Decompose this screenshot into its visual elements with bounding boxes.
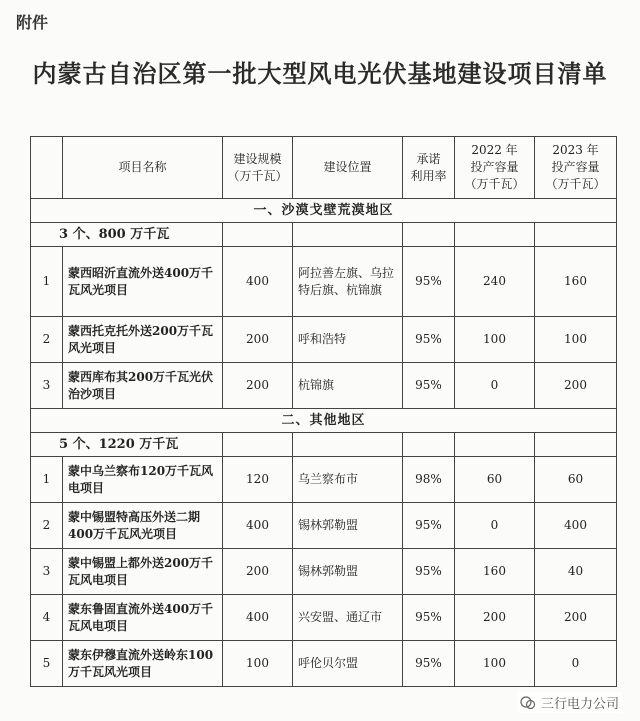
row-name: 蒙西昭沂直流外送400万千瓦风光项目 [63, 247, 223, 317]
page-title: 内蒙古自治区第一批大型风电光伏基地建设项目清单 [32, 59, 608, 88]
row-rate: 95% [403, 317, 455, 363]
row-name: 蒙中锡盟上都外送200万千瓦风电项目 [63, 549, 223, 595]
row-no: 5 [31, 641, 63, 687]
row-cap2022: 100 [455, 317, 535, 363]
row-cap2022: 0 [455, 503, 535, 549]
row-location: 锡林郭勒盟 [293, 503, 403, 549]
table-row [31, 457, 617, 503]
table-header-row [31, 137, 617, 199]
row-no: 3 [31, 363, 63, 409]
row-scale: 200 [223, 549, 293, 595]
header-cap2022: 2022 年 投产容量 （万千瓦） [455, 137, 535, 199]
section-row [31, 409, 617, 433]
row-no: 2 [31, 503, 63, 549]
row-cap2023: 200 [535, 363, 617, 409]
group-summary: 5 个、1220 万千瓦 [31, 433, 223, 457]
row-location: 呼和浩特 [293, 317, 403, 363]
row-cap2022: 160 [455, 549, 535, 595]
group-row [31, 223, 617, 247]
row-location: 锡林郭勒盟 [293, 549, 403, 595]
table-row [31, 595, 617, 641]
row-cap2023: 0 [535, 641, 617, 687]
row-scale: 200 [223, 317, 293, 363]
header-scale: 建设规模 （万千瓦） [223, 137, 293, 199]
header-rate: 承诺 利用率 [403, 137, 455, 199]
table-row [31, 317, 617, 363]
row-no: 3 [31, 549, 63, 595]
row-name: 蒙中乌兰察布120万千瓦风电项目 [63, 457, 223, 503]
row-rate: 95% [403, 549, 455, 595]
row-no: 1 [31, 247, 63, 317]
row-scale: 200 [223, 363, 293, 409]
attachment-label: 附件 [16, 13, 49, 32]
row-rate: 95% [403, 363, 455, 409]
row-location: 呼伦贝尔盟 [293, 641, 403, 687]
row-name: 蒙东伊穆直流外送岭东100万千瓦风光项目 [63, 641, 223, 687]
table-row [31, 503, 617, 549]
row-location: 杭锦旗 [293, 363, 403, 409]
row-rate: 95% [403, 503, 455, 549]
header-name: 项目名称 [63, 137, 223, 199]
row-cap2023: 100 [535, 317, 617, 363]
group-row [31, 433, 617, 457]
watermark [517, 692, 622, 713]
row-no: 2 [31, 317, 63, 363]
row-no: 1 [31, 457, 63, 503]
section-row [31, 199, 617, 223]
row-rate: 95% [403, 595, 455, 641]
row-cap2023: 200 [535, 595, 617, 641]
row-scale: 400 [223, 595, 293, 641]
row-cap2023: 40 [535, 549, 617, 595]
row-cap2022: 0 [455, 363, 535, 409]
table-row [31, 363, 617, 409]
row-rate: 95% [403, 641, 455, 687]
row-name: 蒙西托克托外送200万千瓦风光项目 [63, 317, 223, 363]
row-name: 蒙东鲁固直流外送400万千瓦风电项目 [63, 595, 223, 641]
row-location: 乌兰察布市 [293, 457, 403, 503]
header-cap2023: 2023 年 投产容量 （万千瓦） [535, 137, 617, 199]
row-scale: 400 [223, 247, 293, 317]
header-location: 建设位置 [293, 137, 403, 199]
row-name: 蒙西库布其200万千瓦光伏治沙项目 [63, 363, 223, 409]
wechat-icon [520, 695, 536, 711]
project-table [30, 136, 617, 687]
row-location: 兴安盟、通辽市 [293, 595, 403, 641]
table-row [31, 247, 617, 317]
row-cap2022: 240 [455, 247, 535, 317]
row-cap2023: 60 [535, 457, 617, 503]
row-cap2023: 160 [535, 247, 617, 317]
section-title: 二、其他地区 [31, 409, 617, 433]
row-cap2022: 60 [455, 457, 535, 503]
row-scale: 400 [223, 503, 293, 549]
row-scale: 120 [223, 457, 293, 503]
header-no [31, 137, 63, 199]
row-rate: 98% [403, 457, 455, 503]
row-name: 蒙中锡盟特高压外送二期400万千瓦风光项目 [63, 503, 223, 549]
watermark-text: 三行电力公司 [540, 697, 619, 712]
row-location: 阿拉善左旗、乌拉特后旗、杭锦旗 [293, 247, 403, 317]
row-cap2022: 200 [455, 595, 535, 641]
row-rate: 95% [403, 247, 455, 317]
group-summary: 3 个、800 万千瓦 [31, 223, 223, 247]
section-title: 一、沙漠戈壁荒漠地区 [31, 199, 617, 223]
row-cap2023: 400 [535, 503, 617, 549]
row-cap2022: 100 [455, 641, 535, 687]
row-no: 4 [31, 595, 63, 641]
row-scale: 100 [223, 641, 293, 687]
table-row [31, 641, 617, 687]
table-row [31, 549, 617, 595]
